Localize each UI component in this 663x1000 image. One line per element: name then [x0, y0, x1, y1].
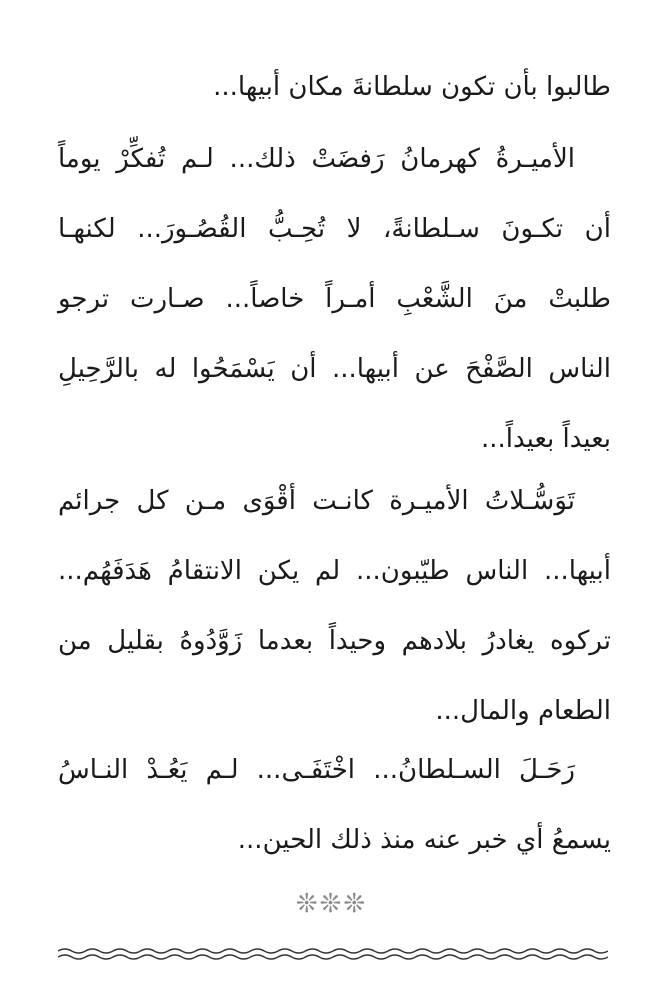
text-line: الأميـرةُ كهرمانُ رَفضَتْ ذلك... لـم تُفكِّرْ يوماً: [58, 144, 575, 174]
text-line: أبيها... الناس طيّبون... لم يكن الانتقامُ هَدَفَهُم...: [58, 556, 611, 586]
paragraph-3: [58, 466, 611, 746]
text-line: الطعام والمال...: [435, 696, 611, 726]
section-break-ornament: ❊❊❊: [295, 889, 368, 919]
text-line: يسمعُ أي خبر عنه منذ ذلك الحين...: [237, 825, 611, 855]
paragraph-4: [58, 735, 611, 875]
text-line: بعيداً بعيداً...: [480, 424, 611, 454]
text-line: طالبوا بأن تكون سلطانةَ مكان أبيها...: [213, 72, 611, 102]
text-line: تَوَسُّـلاتُ الأميـرة كانـت أقْوَى مـن كل جرائم: [58, 486, 575, 516]
wavy-divider: [58, 945, 608, 963]
text-line: طلبتْ منَ الشَّعْبِ أمـراً خاصاً... صـارت ترجو: [58, 284, 611, 314]
text-line: تركوه يغادرُ بلادهم وحيداً بعدما زَوَّدُوهُ بقليل من: [58, 626, 611, 656]
text-line: رَحَـلَ السـلطانُ... اخْتَفَـى... لـم يَعُـدْ النـاسُ: [58, 755, 575, 785]
paragraph-1: [58, 52, 611, 122]
paragraph-2: [58, 124, 611, 474]
text-line: الناس الصَّفْحَ عن أبيها... أن يَسْمَحُوا له بالرَّحِيلِ: [58, 354, 611, 384]
wavy-line-bottom: [58, 955, 608, 959]
wavy-line-top: [58, 949, 608, 953]
text-line: أن تكـونَ سـلطانةً، لا تُحِـبُّ القُصُـورَ... لكنهـا: [58, 214, 611, 244]
